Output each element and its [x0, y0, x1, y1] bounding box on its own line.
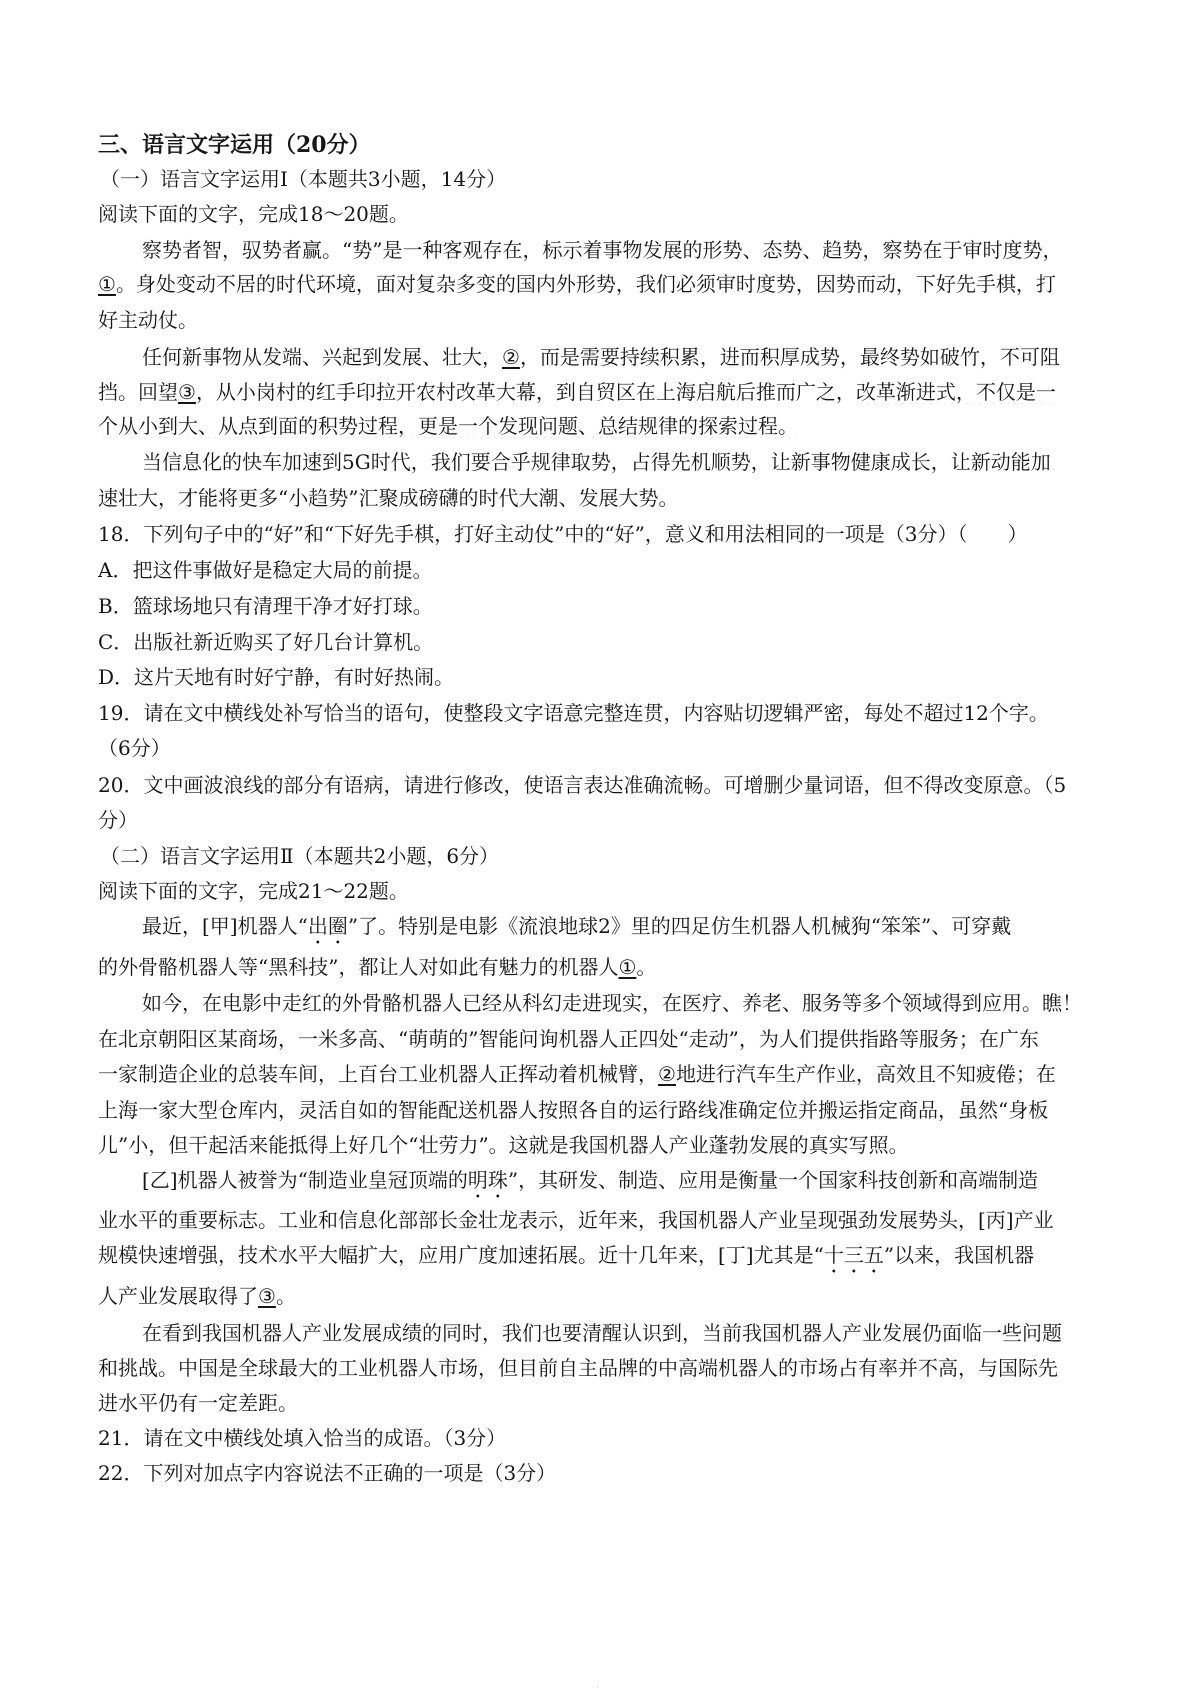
- part2-p1-line2-b: 。: [636, 955, 657, 979]
- q18-option-b: B．篮球场地只有清理干净才好打球。: [98, 594, 433, 618]
- question-21: 21．请在文中横线处填入恰当的成语。（3分）: [98, 1426, 507, 1450]
- part2-heading: （二）语言文字运用Ⅱ（本题共2小题，6分）: [100, 844, 500, 868]
- blank-2: ②: [502, 345, 520, 369]
- part1-p2-line2: [98, 380, 1108, 404]
- blank-part2-3: ③: [258, 1284, 276, 1308]
- question-20-line2: 分）: [98, 808, 138, 832]
- question-18: 18．下列句子中的“好”和“下好先手棋，打好主动仗”中的“好”，意义和用法相同的一项是（3分）（ ）: [98, 522, 1028, 546]
- part1-p1-line2: [98, 272, 1108, 296]
- blank-part2-1: ①: [618, 955, 637, 979]
- part2-p2-line3-a: 一家制造企业的总装车间，上百台工业机器人正挥动着机械臂，: [98, 1062, 658, 1086]
- part1-p3-line1: 当信息化的快车加速到5G时代，我们要合乎规律取势，占得先机顺势，让新事物健康成长，让新动能加: [142, 450, 1051, 474]
- section-title: 三、语言文字运用（20分）: [98, 132, 371, 158]
- part2-instruction: 阅读下面的文字，完成21～22题。: [98, 879, 409, 903]
- part2-p3-line1-b: ”，其研发、制造、应用是衡量一个国家科技创新和高端制造: [507, 1168, 1039, 1192]
- part2-p3-line1: [142, 1168, 1108, 1203]
- part2-p2-line2: 在北京朝阳区某商场，一米多高、“萌萌的”智能问询机器人正四处“走动”，为人们提供指路等服务；在广东: [98, 1027, 1039, 1051]
- part1-p2-line3: [98, 414, 1108, 438]
- part2-p3-line4-a: 人产业发展取得了: [98, 1284, 258, 1308]
- part2-p2-line4: 上海一家大型仓库内，灵活自如的智能配送机器人按照各自的运行路线准确定位并搬运指定商品，虽然“身板: [98, 1098, 1049, 1122]
- part2-p3-line1-a: [乙]机器人被誉为“制造业皇冠顶端的: [142, 1168, 468, 1192]
- question-19-line1: 19．请在文中横线处补写恰当的语句，使整段文字语意完整连贯，内容贴切逻辑严密，每处不超过12个字。: [98, 701, 1049, 725]
- part1-p1-line2-text: 。身处变动不居的时代环境，面对复杂多变的国内外形势，我们必须审时度势，因势而动，下好先手棋，打: [115, 272, 1056, 296]
- question-22: 22．下列对加点字内容说法不正确的一项是（3分）: [98, 1461, 557, 1485]
- part2-p3-line3: [98, 1243, 1108, 1278]
- dotted-word-shisanwu: 十三五: [823, 1243, 884, 1267]
- part2-p1-line1-a: 最近，[甲]机器人“: [142, 914, 308, 938]
- part2-p1-line1-b: ”了。特别是电影《流浪地球2》里的四足仿生机器人机械狗“笨笨”、可穿戴: [347, 914, 1012, 938]
- part2-p2-line1: 如今，在电影中走红的外骨骼机器人已经从科幻走进现实，在医疗、养老、服务等多个领域得到应用。瞧！: [142, 991, 1082, 1015]
- wavy-underlined-text-cont: 个从小到大、从点到面的积势过程，更是一个发现问题、总结规律的探索过程。: [98, 414, 798, 438]
- part2-p2-line5: 儿”小，但干起活来能抵得上好几个“壮劳力”。这就是我国机器人产业蓬勃发展的真实写照。: [98, 1133, 909, 1157]
- dotted-word-mingzhu: 明珠: [467, 1168, 508, 1192]
- part2-p2-line3-b: 地进行汽车生产作业，高效且不知疲倦；在: [675, 1062, 1056, 1086]
- part1-p1-line1: 察势者智，驭势者赢。“势”是一种客观存在，标示着事物发展的形势、态势、趋势，察势在于审时度势，: [142, 238, 1063, 262]
- dotted-word-chuquan: 出圈: [307, 914, 348, 938]
- blank-part2-2: ②: [658, 1062, 676, 1086]
- part1-p3-line2: 速壮大，才能将更多“小趋势”汇聚成磅礴的时代大潮、发展大势。: [98, 486, 679, 510]
- part2-p4-line1: 在看到我国机器人产业发展成绩的同时，我们也要清醒认识到，当前我国机器人产业发展仍面临一些问题: [142, 1321, 1062, 1345]
- part1-p2-line1-b: ，而是需要持续积累，进而积厚成势，最终势如破竹，不可阻: [519, 345, 1060, 369]
- part1-p2-line2-b: ，从小岗村的红手印拉开农村改革大幕，到自贸区在上海启航后推而广之，: [195, 380, 856, 404]
- part2-p1-line2: [98, 955, 1108, 979]
- part1-p1-line3: 好主动仗。: [98, 308, 198, 332]
- footer-mark: ·: [596, 1683, 599, 1693]
- q18-option-a: A．把这件事做好是稳定大局的前提。: [98, 558, 433, 582]
- part1-p2-line1: [142, 345, 1108, 369]
- part1-instruction: 阅读下面的文字，完成18～20题。: [98, 202, 409, 226]
- wavy-underlined-text: 改革渐进式，不仅是一: [855, 380, 1056, 404]
- part2-p1-line2-a: 的外骨骼机器人等“黑科技”，都让人对如此有魅力的机器人: [98, 955, 619, 979]
- part1-p2-line2-a: 挡。回望: [98, 380, 178, 404]
- question-19-line2: （6分）: [98, 736, 171, 760]
- q18-option-c: C．出版社新近购买了好几台计算机。: [98, 630, 434, 654]
- part2-p1-line1: [142, 914, 1108, 949]
- blank-1: ①: [98, 272, 116, 296]
- part2-p3-line4: [98, 1284, 1108, 1308]
- part1-heading: （一）语言文字运用Ⅰ（本题共3小题，14分）: [100, 167, 507, 191]
- blank-3: ③: [178, 380, 196, 404]
- part2-p3-line3-b: ”以来，我国机器: [883, 1243, 1035, 1267]
- part2-p4-line3: 进水平仍有一定差距。: [98, 1391, 298, 1415]
- question-20-line1: 20．文中画波浪线的部分有语病，请进行修改，使语言表达准确流畅。可增删少量词语，但不得改变原意。（5: [98, 773, 1067, 797]
- part2-p2-line3: [98, 1062, 1108, 1086]
- part2-p3-line3-a: 规模快速增强，技术水平大幅扩大，应用广度加速拓展。近十几年来，[丁]尤其是“: [98, 1243, 824, 1267]
- q18-option-d: D．这片天地有时好宁静，有时好热闹。: [98, 665, 455, 689]
- part2-p3-line2: 业水平的重要标志。工业和信息化部部长金壮龙表示，近年来，我国机器人产业呈现强劲发展势头，[丙]产业: [98, 1208, 1054, 1232]
- part2-p3-line4-b: 。: [275, 1284, 296, 1308]
- part2-p4-line2: 和挑战。中国是全球最大的工业机器人市场，但目前自主品牌的中高端机器人的市场占有率并不高，与国际先: [98, 1356, 1058, 1380]
- part1-p2-line1-a: 任何新事物从发端、兴起到发展、壮大，: [142, 345, 502, 369]
